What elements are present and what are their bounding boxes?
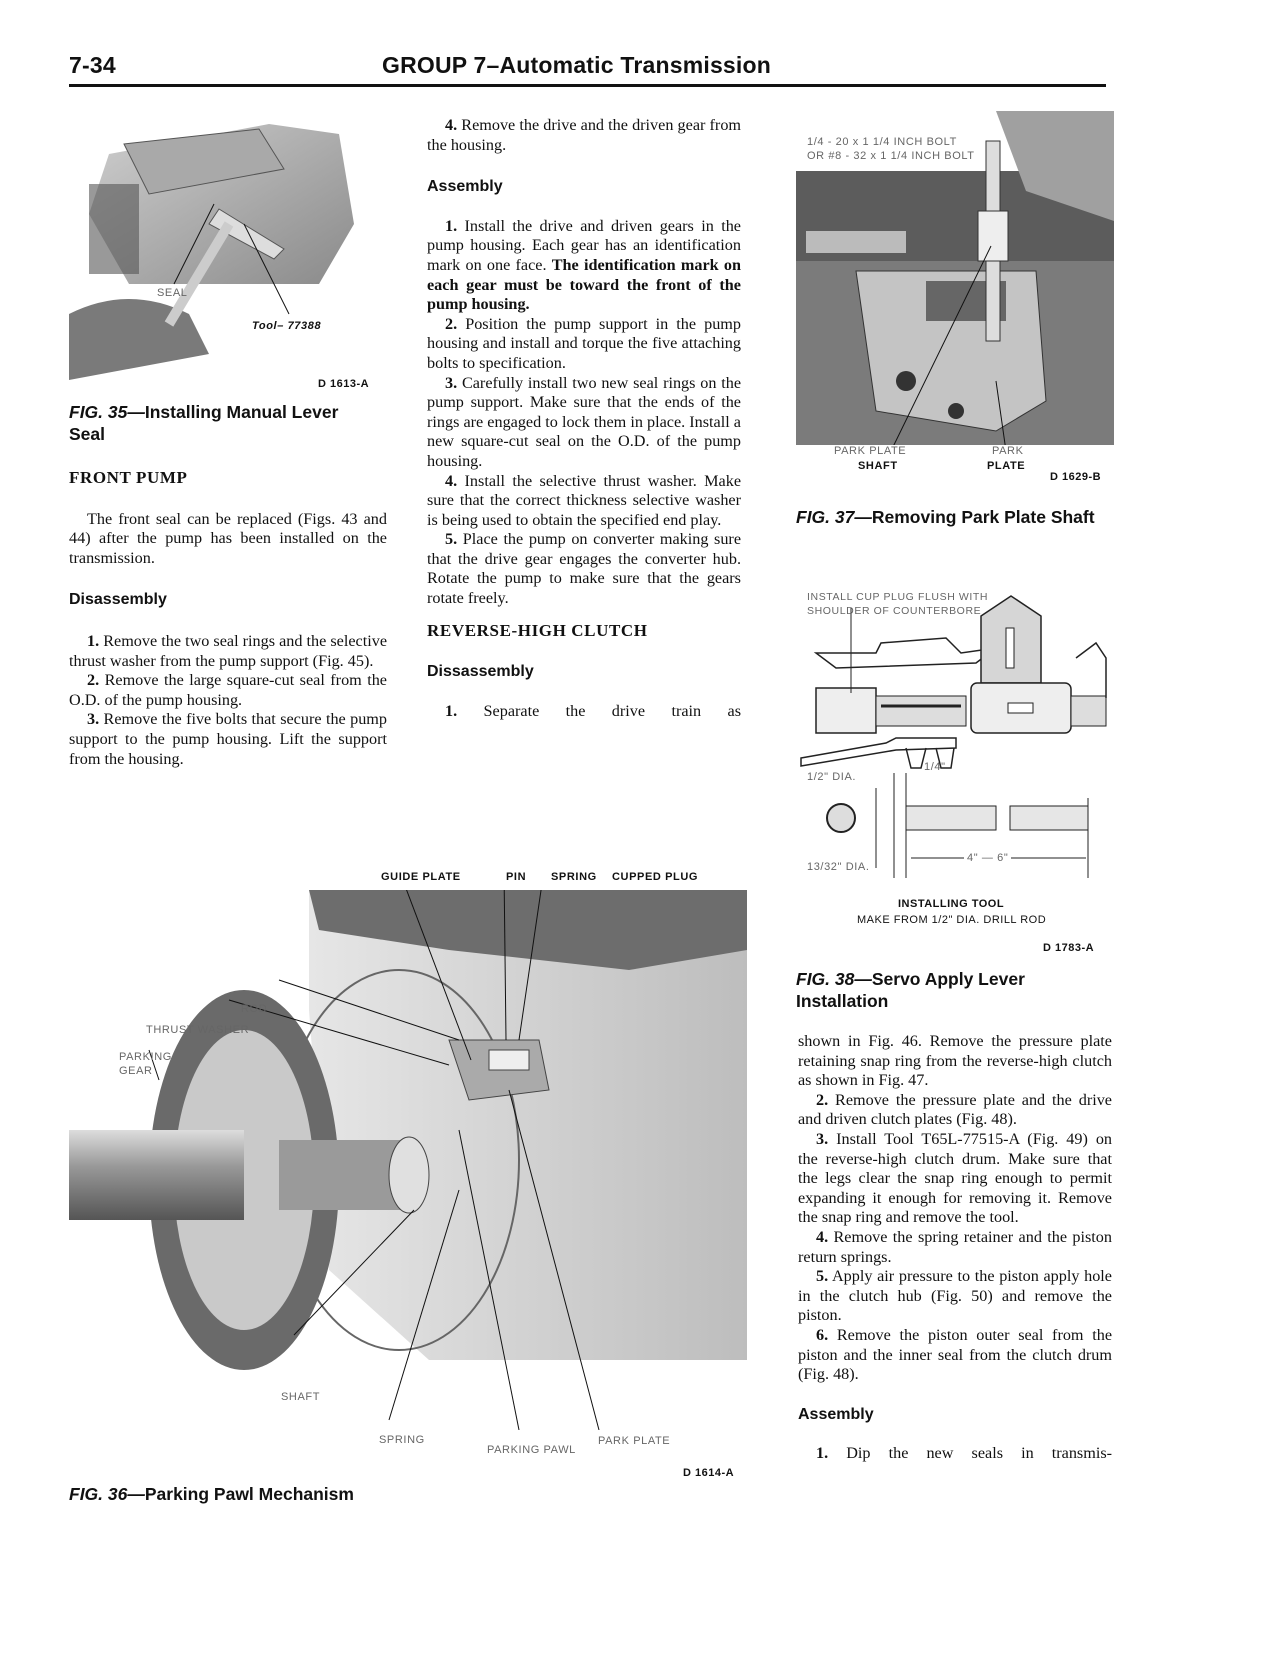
reverse-high-step-3	[798, 1130, 1112, 1228]
step-text: Install the drive and driven gears in the pump housing. Each gear has an identification mark on one face.	[427, 216, 741, 274]
fig36-label-parking-pawl: PARKING PAWL	[487, 1444, 576, 1456]
step-text: Install the selective thrust washer. Make sure that the correct thickness selective washer is being used to obtain the specified end play.	[427, 471, 742, 529]
fig37-photo	[796, 111, 1114, 445]
step-text: Remove the large square-cut seal from the O.D. of the pump housing.	[69, 671, 387, 709]
fig37-label-bolt: 1/4 - 20 x 1 1/4 INCH BOLT OR #8 - 32 x 1 1/4 INCH BOLT	[807, 136, 975, 162]
fig36-code: D 1614-A	[683, 1467, 735, 1479]
fig36-label-parking-gear: PARKING GEAR	[119, 1051, 172, 1077]
step-text: Remove the five bolts that secure the pump support to the pump housing. Lift the support from the housing.	[69, 710, 387, 768]
assembly-step-2	[427, 315, 741, 374]
left-column	[69, 468, 387, 769]
reverse-high-step-1	[427, 702, 741, 722]
fig37-caption-prefix: FIG. 37—	[796, 507, 872, 527]
transmission-photo-illustration	[69, 114, 365, 380]
step-number: 1.	[816, 1444, 829, 1463]
right-column	[798, 1032, 1112, 1464]
fig36-label-spring-top: SPRING	[551, 871, 597, 883]
step-number: 4.	[816, 1227, 829, 1246]
assembly-step-4	[427, 472, 741, 531]
step-number: 3.	[87, 710, 100, 729]
fig36-label-thrust-washer: THRUST WASHER	[146, 1024, 250, 1036]
disassembly-step-2	[69, 671, 387, 710]
step-number: 4.	[445, 116, 458, 134]
reverse-high-step-2	[798, 1091, 1112, 1130]
fig35-caption-prefix: FIG. 35—	[69, 402, 145, 422]
step-text: Remove the piston outer seal from the piston and the inner seal from the clutch drum (Fig. 48).	[798, 1325, 1113, 1384]
step-number: 1.	[445, 701, 458, 720]
fig36-label-spring-bottom: SPRING	[379, 1434, 425, 1446]
fig35-photo	[69, 114, 365, 380]
step-text: Separate the drive train as	[483, 701, 741, 720]
fig37-code: D 1629-B	[1050, 471, 1102, 483]
reverse-high-step-6	[798, 1326, 1112, 1385]
step-text: Remove the drive and the driven gear from the housing.	[427, 116, 742, 154]
step-text: Install Tool T65L-77515-A (Fig. 49) on the reverse-high clutch drum. Make sure that the legs clear the snap ring enough to permit expanding it enough for removing it. Remove the snap ring and remove the tool.	[798, 1129, 1113, 1227]
assembly-step-1	[427, 217, 741, 315]
step-number: 3.	[816, 1129, 829, 1148]
fig38-code: D 1783-A	[1043, 942, 1095, 954]
middle-column	[427, 116, 741, 721]
fig35-code: D 1613-A	[318, 378, 370, 390]
fig38-diagram	[796, 588, 1114, 878]
fig36-label-park-plate: PARK PLATE	[598, 1435, 671, 1447]
fig37-caption-text: Removing Park Plate Shaft	[871, 507, 1095, 527]
reverse-high-assembly-heading: Assembly	[798, 1405, 874, 1423]
fig35-caption	[69, 401, 379, 445]
parking-pawl-illustration	[69, 890, 747, 1430]
fig37-label-shaft: SHAFT	[858, 460, 898, 472]
fig36-caption-text: Parking Pawl Mechanism	[144, 1484, 354, 1504]
fig35-label-tool: Tool– 77388	[252, 320, 322, 332]
fig38-caption	[796, 968, 1096, 1012]
fig38-caption-text: Servo Apply Lever Installation	[796, 969, 1025, 1011]
step-number: 2.	[816, 1090, 829, 1109]
step-text: Remove the spring retainer and the piston return springs.	[798, 1227, 1112, 1266]
reverse-high-step-1-continued: shown in Fig. 46. Remove the pressure plate retaining snap ring from the reverse-high clutch as shown in Fig. 47.	[798, 1032, 1112, 1090]
disassembly-heading: Disassembly	[69, 591, 167, 609]
fig38-tool-title: INSTALLING TOOL	[898, 898, 1005, 910]
assembly-step-5	[427, 530, 741, 608]
step-number: 5.	[816, 1267, 829, 1286]
fig35-caption-text: Installing Manual Lever Seal	[69, 402, 339, 444]
fig36-label-guide-plate: GUIDE PLATE	[381, 871, 461, 883]
fig36-label-cupped-plug: CUPPED PLUG	[612, 871, 699, 883]
fig36-photo	[69, 890, 747, 1430]
fig38-label-quarter: 1/4"	[924, 761, 946, 773]
fig38-caption-prefix: FIG. 38—	[796, 969, 872, 989]
reverse-high-step-5	[798, 1267, 1112, 1326]
step-emphasis: The identification mark on each gear must be toward the front of the pump housing.	[427, 255, 741, 314]
reverse-high-assembly-step-1	[798, 1444, 1112, 1464]
step-number: 1.	[87, 631, 100, 650]
step-text: Apply air pressure to the piston apply hole in the clutch hub (Fig. 50) and remove the piston.	[798, 1267, 1112, 1325]
reverse-high-step-4	[798, 1228, 1112, 1267]
fig38-label-length: 4" — 6"	[964, 851, 1011, 865]
dissassembly-heading: Dissassembly	[427, 663, 534, 681]
assembly-heading: Assembly	[427, 178, 503, 196]
step-number: 2.	[87, 671, 100, 690]
disassembly-step-4	[427, 116, 741, 155]
fig38-label-half-dia: 1/2" DIA.	[807, 771, 857, 783]
step-text: Place the pump on converter making sure that the drive gear engages the converter hub. Rotate the pump to make sure that the gears rotate freely.	[427, 530, 742, 608]
fig36-label-shaft: SHAFT	[281, 1391, 321, 1403]
step-number: 2.	[445, 314, 458, 333]
fig37-caption	[796, 506, 1096, 528]
header-rule	[69, 84, 1106, 87]
fig36-caption-prefix: FIG. 36—	[69, 1484, 145, 1504]
step-text: Remove the two seal rings and the selective thrust washer from the pump support (Fig. 45).	[69, 631, 388, 670]
front-pump-intro: The front seal can be replaced (Figs. 43 and 44) after the pump has been installed on the transmission.	[69, 509, 387, 567]
assembly-step-3	[427, 374, 741, 472]
step-text: Position the pump support in the pump housing and install and torque the five attaching bolts to specification.	[427, 314, 741, 372]
step-text: Carefully install two new seal rings on the pump support. Make sure that the ends of the rings are engaged to lock them in place. Install a new square-cut seal on the O.D. of the pump housing.	[427, 373, 742, 470]
fig36-label-pin: PIN	[506, 871, 527, 883]
disassembly-step-1	[69, 632, 387, 671]
fig36-caption	[69, 1483, 669, 1505]
fig38-tool-note: MAKE FROM 1/2" DIA. DRILL ROD	[857, 914, 1047, 926]
step-number: 1.	[445, 216, 458, 235]
step-number: 5.	[445, 530, 458, 549]
reverse-high-clutch-heading: REVERSE-HIGH CLUTCH	[427, 620, 648, 640]
page-title: GROUP 7–Automatic Transmission	[382, 52, 772, 78]
fig37-label-park: PARK	[992, 445, 1024, 457]
front-pump-heading: FRONT PUMP	[69, 468, 188, 487]
step-number: 4.	[445, 471, 458, 490]
disassembly-step-3	[69, 710, 387, 769]
fig38-label-13-32-dia: 13/32" DIA.	[807, 861, 870, 873]
step-text: Remove the pressure plate and the drive and driven clutch plates (Fig. 48).	[798, 1090, 1112, 1129]
step-text: Dip the new seals in transmis-	[846, 1444, 1113, 1463]
page-number: 7-34	[69, 52, 116, 78]
fig37-label-park-plate: PARK PLATE	[834, 445, 907, 457]
step-number: 3.	[445, 373, 458, 392]
fig35-label-seal: SEAL	[157, 287, 188, 299]
step-number: 6.	[816, 1325, 829, 1344]
fig38-label-cup-plug: INSTALL CUP PLUG FLUSH WITH SHOULDER OF COUNTERBORE	[807, 591, 989, 617]
fig36-label-rod: ROD	[241, 1003, 268, 1015]
servo-apply-lever-diagram	[796, 588, 1114, 878]
fig37-label-plate: PLATE	[987, 460, 1026, 472]
